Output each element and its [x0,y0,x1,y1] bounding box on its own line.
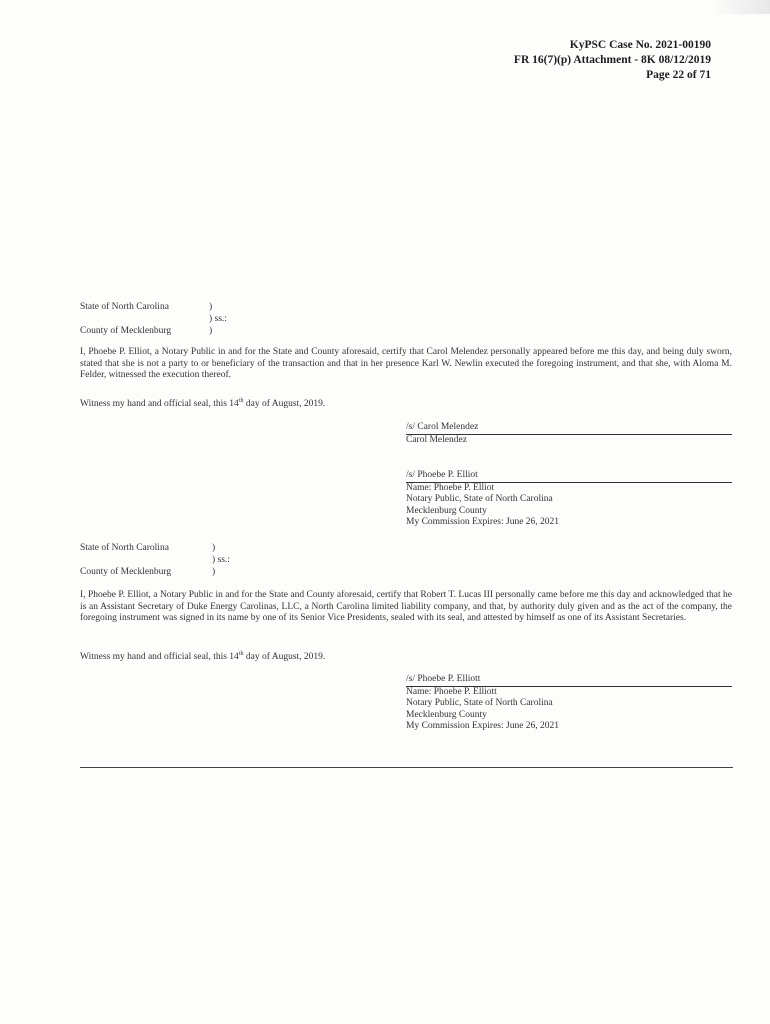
witness-ordinal: th [238,397,244,404]
signature-block-notary [406,674,732,733]
venue-ss: ) ss.: [209,314,227,324]
signer-name: Carol Melendez [406,434,467,445]
witness-ordinal: th [238,650,244,657]
scan-corner-mark [710,0,770,14]
witness-date: day of August, 2019. [243,399,326,409]
signature-block-notary [406,470,732,529]
venue-state: State of North Carolina [80,302,169,312]
venue-paren-bottom: ) [212,567,216,577]
notary-county: Mecklenburg County [406,709,487,720]
certification-paragraph: I, Phoebe P. Elliot, a Notary Public in and for the State and County aforesaid, certify that Carol Melendez personally appeared before me this day, and being duly sworn, stated that she is not a party to or beneficiary of the transaction and that in her presence Karl W. Newlin executed the foregoing instrument, and that she, with Aloma M. Felder, witnessed the execution thereof. [80,347,732,380]
certification-paragraph: I, Phoebe P. Elliot, a Notary Public in and for the State and County aforesaid, certify that Robert T. Lucas III personally came before me this day and acknowledged that he is an Assistant Secretary of Duke Energy Carolinas, LLC, a North Carolina limited liability company, and that, by authority duly given and as the act of the company, the foregoing instrument was signed in its name by one of its Senior Vice Presidents, sealed with its seal, and attested by himself as one of its Assistant Secretaries. [80,590,732,623]
notary-county: Mecklenburg County [406,505,487,516]
signature-line: /s/ Phoebe P. Elliot [406,470,732,483]
witness-text: Witness my hand and official seal, this 14 [80,399,239,409]
notary-name: Name: Phoebe P. Elliott [406,686,497,697]
notary-name: Name: Phoebe P. Elliot [406,482,495,493]
witness-date: day of August, 2019. [243,652,326,662]
notary-title: Notary Public, State of North Carolina [406,494,553,504]
signature-line: /s/ Phoebe P. Elliott [406,674,732,687]
signature-line: /s/ Carol Melendez [406,422,732,435]
venue-county: County of Mecklenburg [80,567,172,577]
case-number: KyPSC Case No. 2021-00190 [569,39,711,51]
commission-expires: My Commission Expires: June 26, 2021 [406,721,560,731]
signature-block-witness [406,422,732,446]
venue-state: State of North Carolina [80,543,169,553]
witness-text: Witness my hand and official seal, this 14 [80,652,239,662]
venue-paren-top: ) [209,302,213,312]
commission-expires: My Commission Expires: June 26, 2021 [406,517,560,527]
venue-ss: ) ss.: [212,555,230,565]
notary-title: Notary Public, State of North Carolina [406,698,553,708]
venue-paren-top: ) [212,543,216,553]
page-number: Page 22 of 71 [646,69,711,81]
venue-paren-bottom: ) [209,326,213,336]
witness-line [80,398,325,410]
venue-county: County of Mecklenburg [80,326,172,336]
attachment-label: FR 16(7)(p) Attachment - 8K 08/12/2019 [513,54,711,66]
bottom-divider [80,767,733,768]
witness-line [80,651,325,663]
page-header [514,38,711,83]
